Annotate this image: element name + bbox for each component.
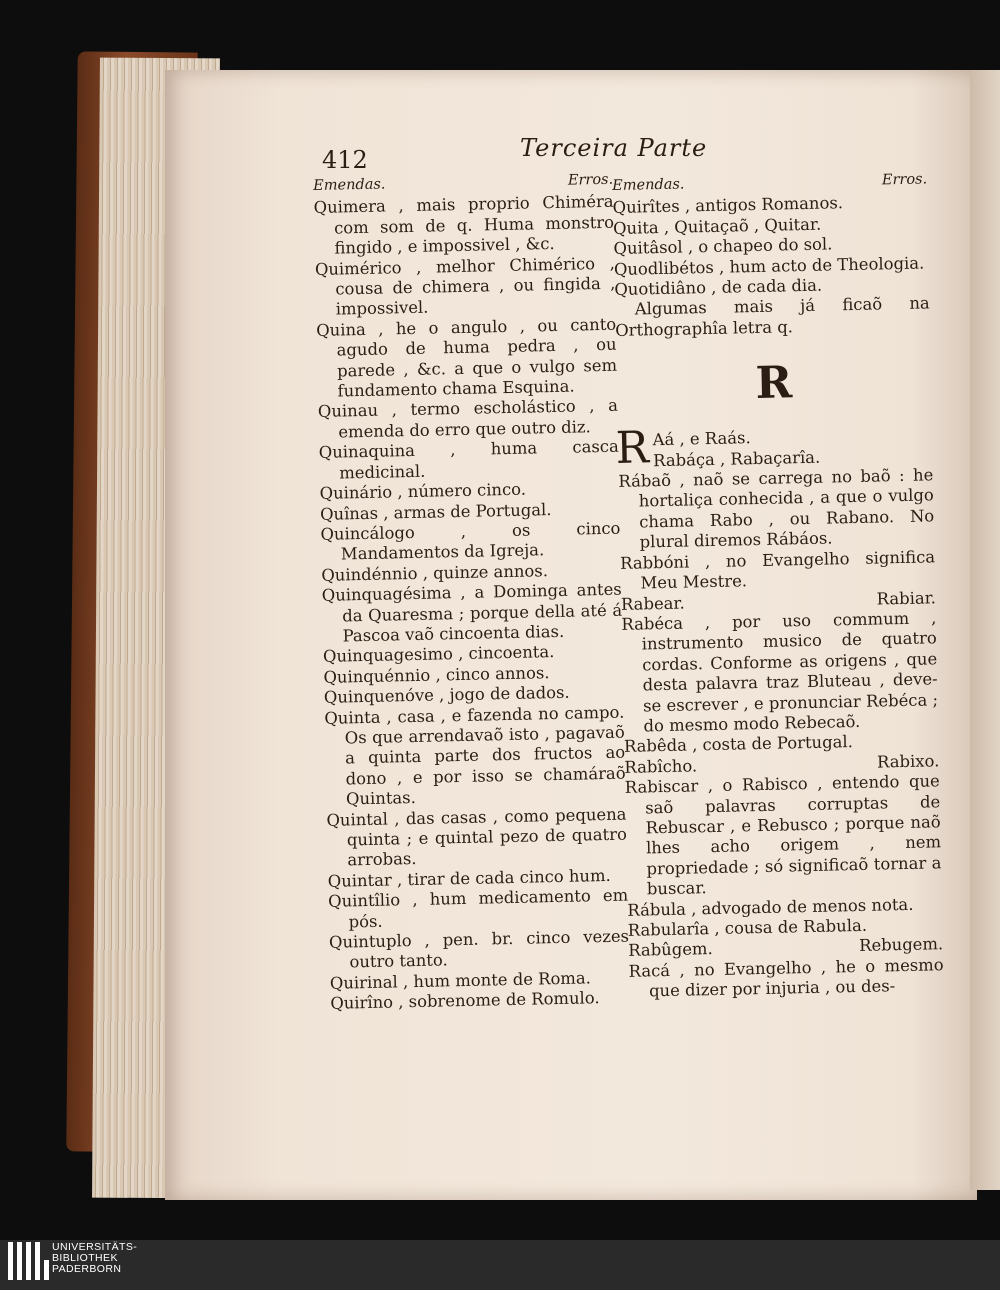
list-item: Quinaquina , huma casca medicinal. <box>318 436 619 483</box>
entry-text: Rabularîa , cousa de Rabula. <box>627 915 868 940</box>
entry-text: Racá , no Evangelho , he o mesmo que dizer por injuria , ou des- <box>628 955 944 1001</box>
list-item: Quînas , armas de Portugal. <box>319 499 552 524</box>
list-item: Quinta , casa , e fazenda no campo. Os que arrendavaõ isto , pagavaõ a quinta parte dos fructos ao dono , e por isso se chamáraõ Quintas. <box>324 702 626 809</box>
entry-text: Rabbóni , no Evangelho significa Meu Mestre. <box>619 547 936 593</box>
right-head-erros: Erros. <box>881 171 928 189</box>
entry-text: Rábaõ , naõ se carrega no baõ : he hortaliça conhecida , a que o vulgo chama Rabo , ou Rabano. No plural diremos Rábáos. <box>618 465 935 552</box>
list-item <box>620 547 936 594</box>
entry-text: Rabêda , costa de Portugal. <box>623 732 854 757</box>
list-item: Quirinal , hum monte de Roma. <box>329 968 592 993</box>
entry-text: Rábula , advogado de menos nota. <box>627 894 914 920</box>
logo-line-3: PADERBORN <box>52 1263 122 1275</box>
first-entry-text: Aá , e Raás. <box>652 428 751 450</box>
list-item: Quodlibétos , hum acto de Theologia. <box>613 253 925 279</box>
entry-text: Rabiscar , o Rabisco , entendo que saõ palavras corruptas de Rebuscar , e Rebusco ; porque naõ lhes acho origem , nem propriedade ; só significaõ tornar a buscar. <box>624 771 942 899</box>
left-column <box>313 170 630 1015</box>
list-item: Quintîlio , hum medicamento em pós. <box>327 885 629 932</box>
list-item <box>615 422 933 475</box>
list-item: Quinquenóve , jogo de dados. <box>323 682 570 708</box>
section-letter: R <box>755 357 793 410</box>
list-item: Quita , Quitaçaõ , Quitar. <box>612 214 822 238</box>
list-item <box>625 771 942 900</box>
library-footer <box>0 1240 1000 1290</box>
list-item: Quinau , termo escholástico , a emenda do erro que outro diz. <box>317 396 619 442</box>
library-logo-bars-icon <box>8 1242 49 1280</box>
list-item: Quina , he o angulo , ou canto agudo de huma pedra , ou parede , &c. a que o vulgo sem fundamento chama Esquina. <box>316 314 618 401</box>
list-item: Quintuplo , pen. br. cinco vezes outro tanto. <box>328 926 630 972</box>
list-item <box>628 955 944 1002</box>
entry-text: Rabîcho. <box>624 756 698 777</box>
list-item: Quinário , número cinco. <box>319 479 527 504</box>
entry-error-form: Rebugem. <box>858 934 944 956</box>
entry-text: Rabear. <box>620 593 685 614</box>
list-item: Quinquénnio , cinco annos. <box>323 662 550 687</box>
list-item <box>621 608 938 737</box>
library-logo-text <box>52 1242 137 1275</box>
drop-cap: R <box>615 422 650 475</box>
list-item: Quirîtes , antigos Romanos. <box>612 193 844 218</box>
facing-page-edge <box>970 70 1000 1190</box>
list-item: Quimera , mais proprio Chiméra com som de q. Huma monstro fingido , e impossivel , &c. <box>313 192 615 258</box>
second-entry-text: Rabáça , Rabaçarîa. <box>652 447 821 470</box>
left-head-emendas: Emendas. <box>313 176 386 194</box>
list-item: Quincálogo , os cinco Mandamentos da Igreja. <box>320 518 621 564</box>
list-item: Quitâsol , o chapeo do sol. <box>613 234 833 259</box>
list-item <box>618 465 935 553</box>
running-head: Terceira Parte <box>520 134 708 162</box>
logo-line-1: UNIVERSITÄTS- <box>52 1241 138 1253</box>
right-column <box>612 169 944 1002</box>
list-item: Quintar , tirar de cada cinco hum. <box>327 865 611 891</box>
page-number: 412 <box>322 146 368 174</box>
list-item: Quintal , das casas , como pequena quinta ; e quintal pezo de quatro arrobas. <box>326 804 628 870</box>
entry-error-form: Rabiar. <box>876 587 937 609</box>
list-item: Quotidiâno , de cada dia. <box>614 275 823 300</box>
right-head-emendas: Emendas. <box>612 176 685 194</box>
closing-note: Algumas mais já ficaõ na Orthographîa letra q. <box>615 293 930 340</box>
list-item: Quindénnio , quinze annos. <box>321 560 549 585</box>
list-item: Quinquagesimo , cincoenta. <box>322 642 555 667</box>
left-head-erros: Erros. <box>567 171 614 189</box>
list-item: Quinquagésima , a Dominga antes da Quaresma ; porque della até á Pascoa vaõ cincoenta dias. <box>321 579 623 646</box>
logo-line-2: BIBLIOTHEK <box>52 1252 118 1264</box>
list-item: Quirîno , sobrenome de Romulo. <box>330 988 600 1014</box>
list-item: Quimérico , melhor Chimérico , cousa de chimera , ou fingida , impossivel. <box>314 253 616 319</box>
entry-text: Rabéca , por uso commum , instrumento musico de quatro cordas. Conforme as origens , que desta palavra traz Bluteau , deve-se escrever , e pronunciar Rebéca ; do mesmo modo Rebecaõ. <box>621 608 939 736</box>
entry-text: Rabûgem. <box>628 939 713 961</box>
entry-error-form: Rabixo. <box>876 751 940 772</box>
